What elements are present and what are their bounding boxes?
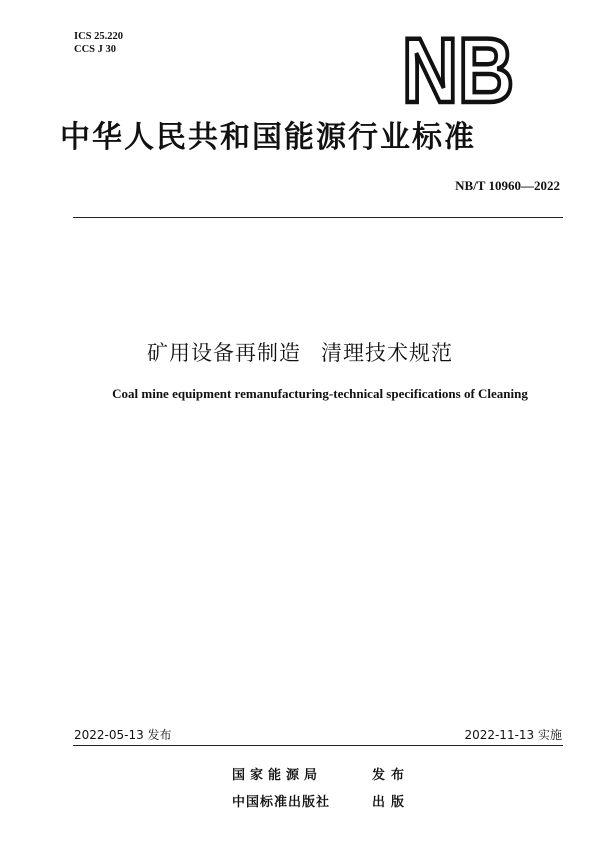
top-divider (73, 217, 563, 218)
issuer-org: 国家能源局 (232, 768, 323, 783)
document-title-zh-part2: 清理技术规范 (321, 341, 453, 365)
press-action: 出版 (372, 795, 411, 810)
publisher-press (232, 791, 410, 810)
bottom-divider (73, 745, 563, 746)
implementation-date: 2022-11-13 实施 (464, 728, 562, 742)
publisher-issuer (232, 764, 410, 783)
document-title-zh (0, 337, 600, 367)
ics-code: ICS 25.220 (74, 31, 124, 42)
classification-codes (74, 30, 123, 56)
standard-category-title: 中华人民共和国能源行业标准 (60, 120, 476, 155)
document-title-en: Coal mine equipment remanufacturing-technical specifications of Cleaning (112, 386, 528, 401)
svg-text:NB: NB (402, 32, 514, 112)
nb-logo (402, 32, 572, 112)
document-title-zh-part1: 矿用设备再制造 (147, 341, 301, 365)
issuer-action: 发布 (372, 768, 411, 783)
standard-code: NB/T 10960—2022 (455, 178, 560, 193)
issue-date: 2022-05-13 发布 (74, 728, 172, 742)
ccs-code: CCS J 30 (74, 44, 117, 55)
press-org: 中国标准出版社 (232, 795, 331, 810)
